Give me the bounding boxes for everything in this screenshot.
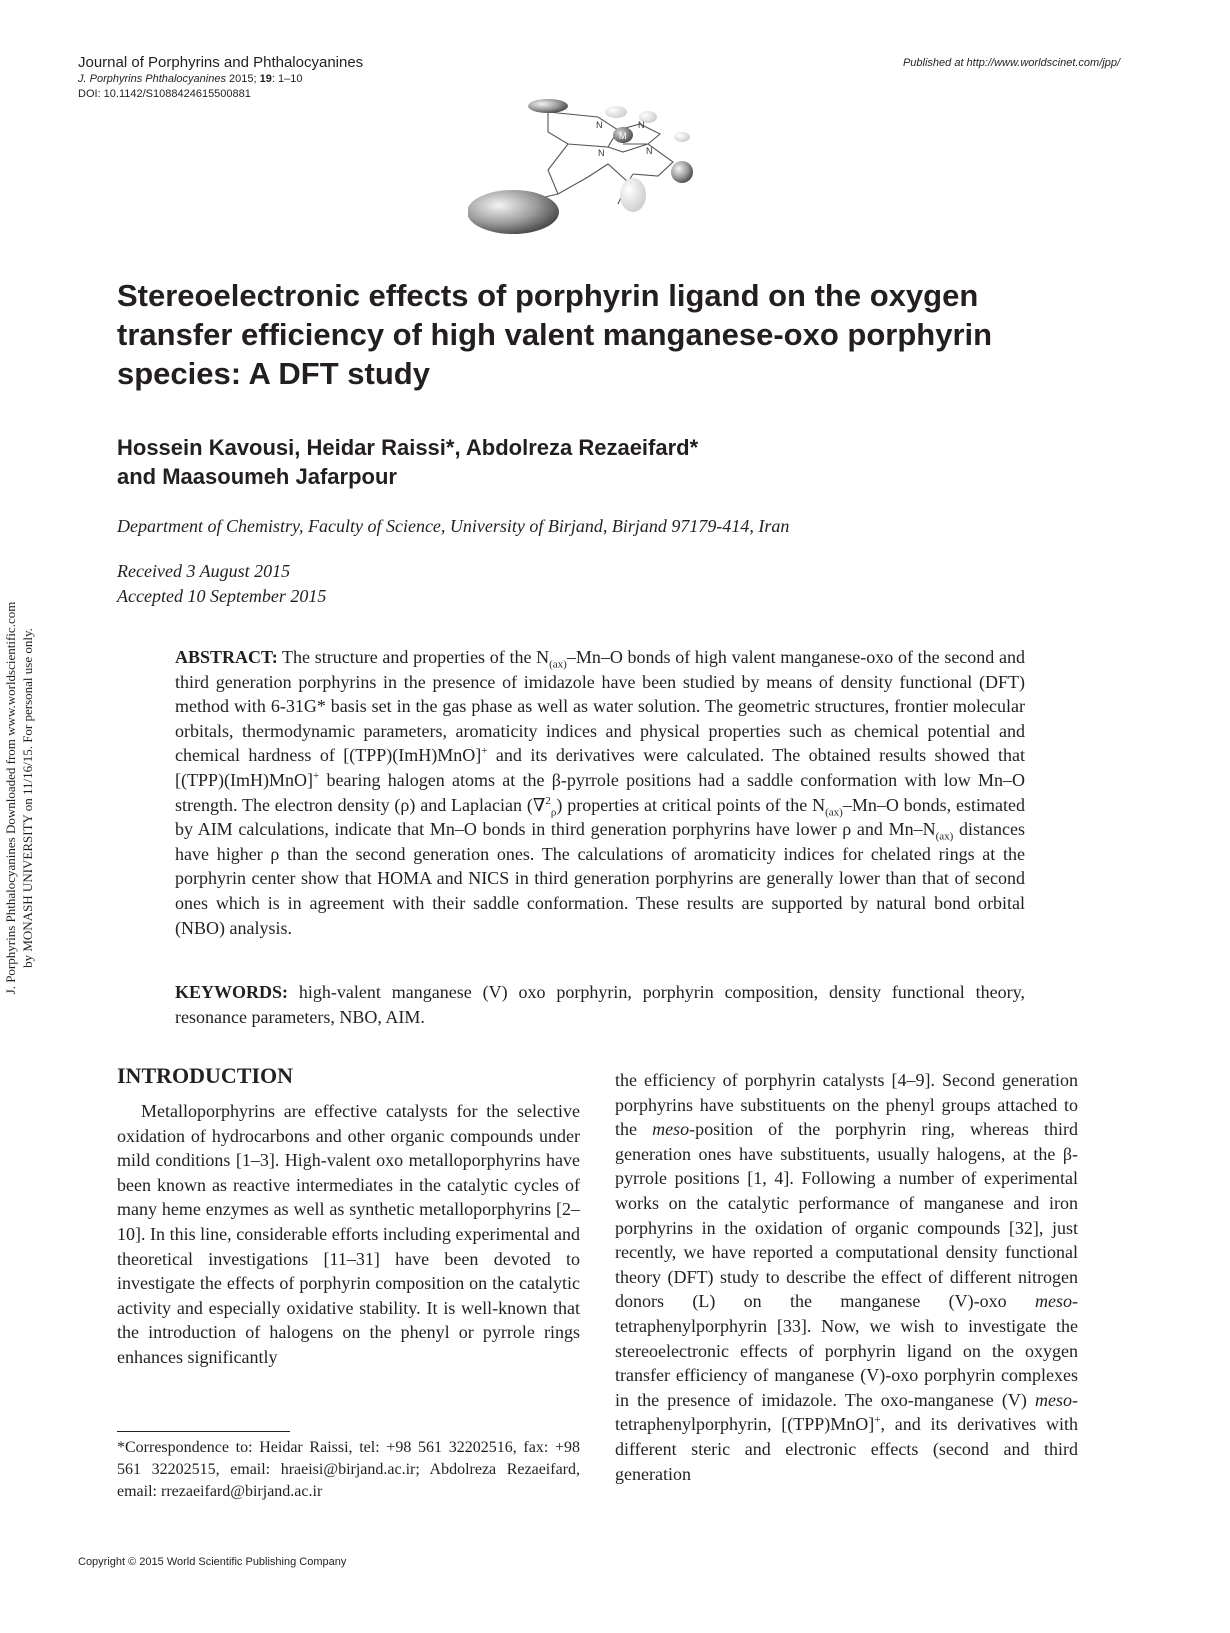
abstract-sup-plus-2: + — [312, 769, 320, 782]
copyright: Copyright © 2015 World Scientific Publishing Company — [78, 1556, 347, 1568]
intro-right-meso-1: meso — [652, 1119, 690, 1140]
abstract-text-1: The structure and properties of the N — [277, 647, 550, 667]
citation-volume: 19 — [259, 73, 272, 85]
abstract-sup-2: 2 — [545, 794, 551, 807]
abstract-text-7: distances have higher ρ than the second generation ones. The calculations of aromaticity indices for chelated rings at the porphyrin center show that HOMA and NICS in third generation porphyrins are generally lower than that of second ones which is in agreement with their saddle conformation. These results are supported by natural bond orbital (NBO) analysis. — [175, 819, 1025, 938]
abstract-sub-ax-1: (ax) — [549, 658, 567, 671]
citation-pages: : 1–10 — [271, 73, 303, 85]
doi: DOI: 10.1142/S1088424615500881 — [78, 88, 251, 100]
abstract-text-3: and its derivatives were calculated. The obtained results showed that [(TPP)(ImH)MnO] — [175, 745, 1025, 790]
intro-right-meso-3: meso — [1035, 1389, 1072, 1410]
intro-heading: INTRODUCTION — [117, 1063, 294, 1088]
journal-citation — [78, 72, 363, 87]
published-at-link[interactable]: Published at http://www.worldscinet.com/jpp/ — [902, 57, 1120, 69]
footnote-rule — [117, 1431, 290, 1432]
keywords — [175, 980, 1025, 1029]
abstract-sup-plus-1: + — [481, 745, 488, 758]
accepted-date: Accepted 10 September 2015 — [117, 586, 327, 606]
citation-year: 2015; — [225, 73, 260, 85]
abstract-text-5: ) properties at critical points of the N — [556, 794, 826, 815]
intro-right-text-2: -position of the porphyrin ring, whereas third generation ones have substituents, usually halogens, at the β-pyrrole positions [1, 4]. Following a number of experimental works on the catalytic performance of manganese and iron porphyrins in the oxidation of organic compounds [32], just recently, we have reported a computational density functional theory (DFT) study to describe the effect of different nitrogen donors (L) on the manganese (V)-oxo — [615, 1119, 1078, 1312]
abstract-label: ABSTRACT: — [175, 647, 278, 667]
correspondence-footnote: *Correspondence to: Heidar Raissi, tel: +98 561 32202516, fax: +98 561 32202515, email: hraeisi@birjand.ac.ir; Abdolreza Rezaeifard, email: rrezaeifard@birjand.ac.ir — [117, 1439, 580, 1500]
intro-right-text-4: -tetraphenylporphyrin, [(TPP)MnO] — [615, 1389, 1078, 1435]
authors-line-1: Hossein Kavousi, Heidar Raissi*, Abdolreza Rezaeifard* — [117, 435, 699, 460]
abstract-sub-ax-3: (ax) — [935, 830, 954, 843]
author-list — [117, 433, 1017, 491]
authors-line-2: and Maasoumeh Jafarpour — [117, 464, 397, 489]
received-date: Received 3 August 2015 — [117, 561, 291, 581]
nitrogen-label-1: N — [596, 120, 603, 130]
abstract-sub-rho: ρ — [550, 806, 557, 819]
nitrogen-label-2: N — [638, 120, 645, 130]
abstract-sub-ax-2: (ax) — [825, 806, 843, 819]
nitrogen-label-3: N — [598, 148, 605, 158]
nitrogen-label-4: N — [646, 146, 653, 156]
affiliation: Department of Chemistry, Faculty of Science, University of Birjand, Birjand 97179-414, Iran — [117, 516, 790, 536]
abstract-text-6: –Mn–O bonds, estimated by AIM calculations, indicate that Mn–O bonds in third generation porphyrins have lower ρ and Mn–N — [175, 794, 1025, 840]
porphyrin-logo — [468, 92, 718, 244]
intro-right-text-5: , and its derivatives with different steric and electronic effects (second and third generation — [615, 1414, 1079, 1484]
intro-right-column — [615, 1068, 1078, 1486]
intro-right-text-3: -tetraphenylporphyrin [33]. Now, we wish to investigate the stereoelectronic effects of porphyrin ligand on the oxygen transfer efficiency of manganese (V)-oxo porphyrin complexes in the presence of imidazole. The oxo-manganese (V) — [615, 1291, 1078, 1410]
citation-journal: J. Porphyrins Phthalocyanines — [78, 73, 226, 85]
abstract-text-4: bearing halogen atoms at the β-pyrrole positions had a saddle conformation with low Mn–O strength. The electron density (ρ) and Laplacian (∇ — [175, 769, 1025, 815]
journal-header — [78, 54, 363, 102]
article-dates — [117, 559, 326, 609]
abstract — [175, 645, 1025, 940]
intro-right-sup-plus: + — [874, 1414, 881, 1427]
intro-right-meso-2: meso — [1035, 1291, 1072, 1312]
sidebar-line-2: by MONASH UNIVERSITY on 11/16/15. For personal use only. — [20, 628, 35, 968]
abstract-text-2: –Mn–O bonds of high valent manganese-oxo of the second and third generation porphyrins in the presence of imidazole have been studied by means of density functional (DFT) method with 6-31G* basis set in the gas phase as well as water solution. The geometric structures, frontier molecular orbitals, thermodynamic parameters, aromaticity indices and physical properties such as chemical potential and chemical hardness of [(TPP)(ImH)MnO] — [175, 647, 1025, 766]
journal-name: Journal of Porphyrins and Phthalocyanines — [78, 54, 364, 71]
metal-atom-label: M — [619, 131, 627, 141]
article-title: Stereoelectronic effects of porphyrin ligand on the oxygen transfer efficiency of high valent manganese-oxo porphyrin species: A DFT study — [117, 278, 993, 391]
intro-right-text-1: the efficiency of porphyrin catalysts [4–9]. Second generation porphyrins have substituents on the phenyl groups attached to the — [615, 1070, 1078, 1140]
keywords-text: high-valent manganese (V) oxo porphyrin, porphyrin composition, density functional theory, resonance parameters, NBO, AIM. — [175, 982, 1025, 1027]
intro-paragraph-right — [615, 1068, 1078, 1486]
intro-left-column — [117, 1062, 580, 1370]
sidebar-line-1: J. Porphyrins Phthalocyanines Downloaded from www.worldscientific.com — [3, 601, 18, 995]
download-sidebar — [2, 538, 36, 1058]
intro-paragraph-left: Metalloporphyrins are effective catalysts for the selective oxidation of hydrocarbons and other organic compounds under mild conditions [1–3]. High-valent oxo metalloporphyrins have been known as reactive intermediates in the catalytic cycles of many heme enzymes as well as synthetic metalloporphyrins [2–10]. In this line, considerable efforts including experimental and theoretical investigations [11–31] have been devoted to investigate the effects of porphyrin composition on the catalytic activity and especially oxidative stability. It is well-known that the introduction of halogens on the phenyl or pyrrole rings enhances significantly — [117, 1101, 580, 1367]
keywords-label: KEYWORDS: — [175, 982, 289, 1002]
